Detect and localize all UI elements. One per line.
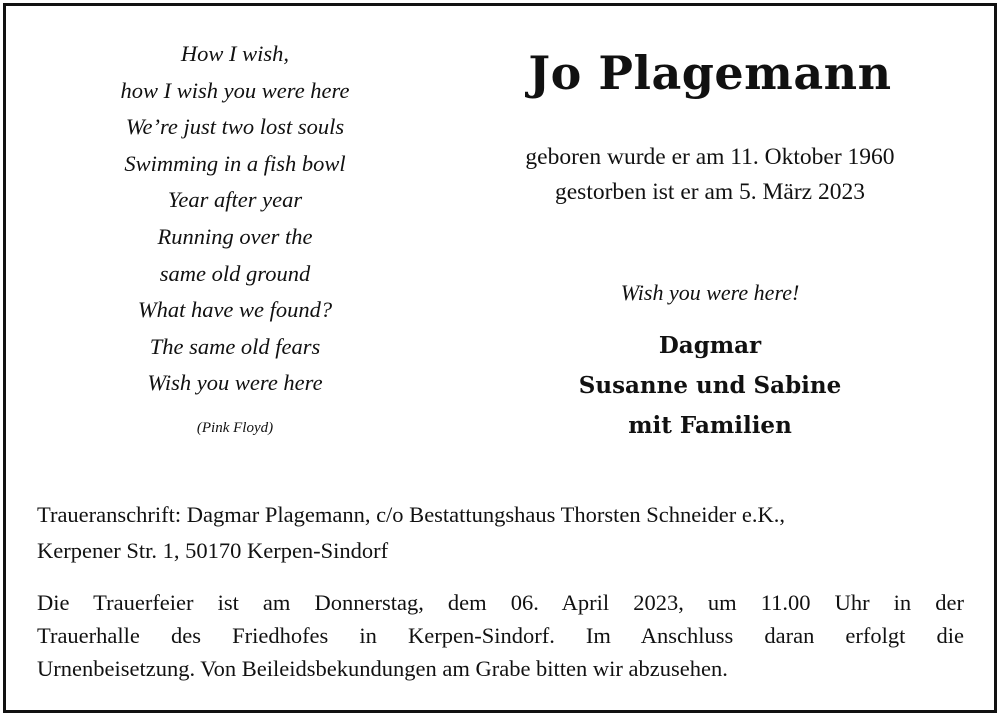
poem-credit: (Pink Floyd)	[196, 420, 274, 436]
ceremony-notice	[37, 586, 964, 685]
poem-line: Running over the	[157, 223, 313, 249]
deceased-name: Jo Plagemann	[528, 46, 892, 100]
poem-line: Swimming in a fish bowl	[124, 150, 346, 176]
ceremony-line: Die Trauerfeier ist am Donnerstag, dem 06. April 2023, um 11.00 Uhr in der	[37, 590, 964, 615]
poem-line: Year after year	[167, 187, 303, 213]
poem-line: how I wish you were here	[120, 77, 350, 103]
mourner-line: mit Familien	[628, 412, 792, 439]
birth-date: geboren wurde er am 11. Oktober 1960	[525, 144, 895, 170]
mourner-line: Dagmar	[658, 332, 762, 359]
address-line: Kerpener Str. 1, 50170 Kerpen-Sindorf	[37, 538, 389, 563]
mourner-line: Susanne und Sabine	[578, 372, 842, 399]
death-date: gestorben ist er am 5. März 2023	[555, 179, 865, 205]
poem-line: How I wish,	[180, 41, 290, 66]
ceremony-line: Trauerhalle des Friedhofes in Kerpen-Sindorf. Im Anschluss daran erfolgt die	[37, 623, 964, 648]
address-line: Traueranschrift: Dagmar Plagemann, c/o Bestattungshaus Thorsten Schneider e.K.,	[37, 502, 785, 527]
poem-line: The same old fears	[149, 333, 321, 359]
poem-line: Wish you were here	[147, 370, 323, 396]
mourning-address	[37, 497, 967, 569]
poem-line: What have we found?	[137, 297, 333, 323]
ceremony-line: Urnenbeisetzung. Von Beileidsbekundungen am Grabe bitten wir abzusehen.	[37, 656, 728, 681]
mourners	[450, 326, 970, 446]
poem-line: same old ground	[159, 260, 311, 286]
motto: Wish you were here!	[620, 280, 800, 305]
life-dates	[450, 140, 970, 210]
poem	[95, 36, 375, 402]
poem-line: We’re just two lost souls	[125, 114, 345, 140]
